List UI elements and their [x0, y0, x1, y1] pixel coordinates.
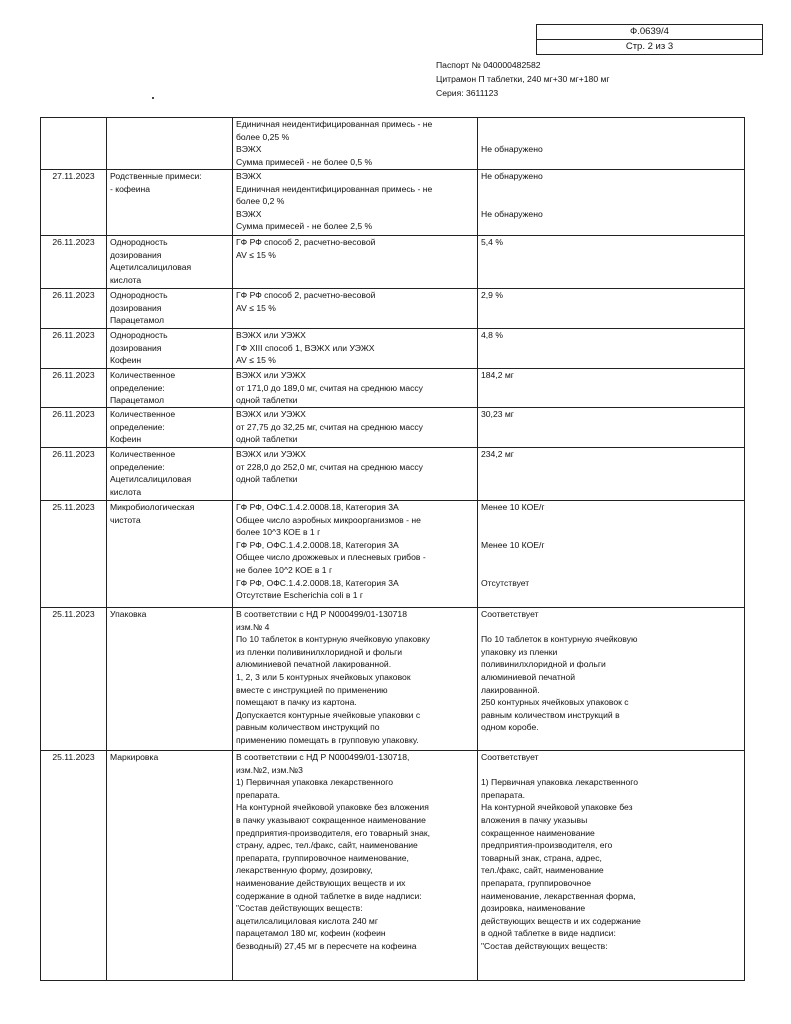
document-header [436, 58, 610, 100]
test-result-line: одном коробе. [481, 722, 539, 733]
test-date: 26.11.2023 [41, 369, 107, 408]
test-method-line: В соответствии с НД Р N000499/01-130718 [236, 609, 407, 619]
scan-speck [152, 97, 154, 99]
test-result-line: По 10 таблеток в контурную ячейковую [481, 634, 638, 645]
product-name: Цитрамон П таблетки, 240 мг+30 мг+180 мг [436, 74, 610, 84]
blank-line [481, 118, 741, 131]
test-result [478, 329, 745, 369]
test-method-line: предприятия-производителя, его товарный знак, [236, 827, 431, 838]
test-method-line: ГФ РФ, ОФС.1.4.2.0008.18, Категория 3А [236, 502, 399, 512]
test-result-line: 250 контурных ячейковых упаковок с [481, 697, 629, 708]
test-result-line: препарата, группировочное [481, 877, 592, 888]
test-result-line: Менее 10 КОЕ/г [481, 502, 545, 512]
test-result [478, 236, 745, 289]
test-method-line: изм.№2, изм.№3 [236, 764, 303, 775]
test-name-line: Ацетилсалициловая [110, 474, 192, 485]
test-method-line: более 0,2 % [236, 196, 285, 207]
form-code: Ф.0639/4 [630, 26, 669, 37]
table-row [41, 408, 745, 448]
table-row [41, 751, 745, 981]
test-name-line: чистота [110, 514, 141, 525]
test-result-line: 5,4 % [481, 237, 503, 247]
test-name-line: дозирования [110, 302, 162, 313]
test-method-line: Сумма примесей - не более 2,5 % [236, 221, 373, 232]
test-method-line: Сумма примесей - не более 0,5 % [236, 156, 373, 167]
test-result-line: 1) Первичная упаковка лекарственного [481, 777, 638, 788]
test-method-line: ВЭЖХ [236, 208, 262, 219]
blank-line [481, 195, 741, 208]
test-method [233, 118, 478, 170]
test-name-line: кислота [110, 274, 142, 285]
test-method-line: ВЭЖХ [236, 144, 262, 155]
test-date [41, 118, 107, 170]
blank-line [481, 621, 741, 634]
test-result-line: дозировка, наименование [481, 903, 586, 914]
test-method-line: ацетилсалициловая кислота 240 мг [236, 915, 378, 926]
test-name [107, 118, 233, 170]
test-result-line: "Состав действующих веществ: [481, 940, 608, 951]
test-method-line: 1, 2, 3 или 5 контурных ячейковых упаковок [236, 671, 411, 682]
test-name-line: Кофеин [110, 434, 142, 445]
test-result-line: 2,9 % [481, 290, 503, 300]
test-name-line: дозирования [110, 249, 162, 260]
test-method-line: Общее число дрожжевых и плесневых грибов - [236, 552, 426, 563]
test-date: 26.11.2023 [41, 408, 107, 448]
test-result-line: Менее 10 КОЕ/г [481, 539, 545, 550]
test-method-line: от 27,75 до 32,25 мг, считая на среднюю массу [236, 421, 423, 432]
test-date: 25.11.2023 [41, 751, 107, 981]
test-result-line: Соответствует [481, 609, 539, 619]
test-name [107, 236, 233, 289]
test-method-line: На контурной ячейковой упаковке без вложения [236, 802, 429, 813]
test-method-line: ВЭЖХ или УЭЖХ [236, 449, 306, 459]
test-name-line: Однородность [110, 237, 168, 247]
test-method-line: от 228,0 до 252,0 мг, считая на среднюю массу [236, 461, 423, 472]
test-result [478, 448, 745, 501]
test-method [233, 170, 478, 236]
test-method [233, 751, 478, 981]
test-method-line: В соответствии с НД Р N000499/01-130718, [236, 752, 410, 762]
test-result-line: препарата. [481, 789, 526, 800]
table-row [41, 118, 745, 170]
test-method [233, 501, 478, 608]
test-method-line: AV ≤ 15 % [236, 355, 276, 366]
test-result-line: 184,2 мг [481, 370, 514, 380]
test-method-line: равным количеством инструкций по [236, 722, 380, 733]
blank-line [481, 764, 741, 777]
test-method-line: страну, адрес, тел./факс, сайт, наименование [236, 840, 418, 851]
test-result-line: Не обнаружено [481, 208, 543, 219]
test-name-line: Однородность [110, 290, 168, 300]
test-result-line: 4,8 % [481, 330, 503, 340]
test-method-line: ВЭЖХ или УЭЖХ [236, 370, 306, 380]
test-method-line: ГФ РФ, ОФС.1.4.2.0008.18, Категория 3А [236, 577, 399, 588]
test-name-line: Парацетамол [110, 315, 164, 326]
test-method-line: Допускается контурные ячейковые упаковки с [236, 709, 421, 720]
test-method-line: более 10^3 КОЕ в 1 г [236, 527, 321, 538]
blank-line [481, 551, 741, 564]
test-result [478, 118, 745, 170]
test-name-line: Количественное [110, 409, 176, 419]
test-name [107, 448, 233, 501]
test-result-line: равным количеством инструкций в [481, 709, 620, 720]
test-date: 26.11.2023 [41, 236, 107, 289]
test-date: 27.11.2023 [41, 170, 107, 236]
test-method-line: одной таблетки [236, 395, 298, 406]
test-method-line: вместе с инструкцией по применению [236, 684, 388, 695]
test-name-line: Упаковка [110, 609, 147, 619]
test-result [478, 369, 745, 408]
test-method-line: препарата. [236, 789, 281, 800]
test-name-line: дозирования [110, 342, 162, 353]
test-name-line: Родственные примеси: [110, 171, 202, 181]
test-name-line: Кофеин [110, 355, 142, 366]
test-method-line: Единичная неидентифицированная примесь - не [236, 119, 433, 129]
test-name-line: определение: [110, 461, 165, 472]
test-date: 25.11.2023 [41, 501, 107, 608]
page-number: Стр. 2 из 3 [537, 39, 762, 54]
test-name [107, 501, 233, 608]
test-name [107, 170, 233, 236]
test-date: 26.11.2023 [41, 329, 107, 369]
test-date: 26.11.2023 [41, 448, 107, 501]
test-name-line: Парацетамол [110, 395, 164, 406]
test-method-line: лекарственную форму, дозировку, [236, 865, 373, 876]
test-method-line: По 10 таблеток в контурную ячейковую упаковку [236, 634, 430, 645]
test-method-line: Единичная неидентифицированная примесь - не [236, 183, 433, 194]
table-row [41, 448, 745, 501]
test-date: 25.11.2023 [41, 608, 107, 751]
table-row [41, 501, 745, 608]
test-method-line: применению помещать в групповую упаковку. [236, 734, 419, 745]
passport-number: Паспорт № 040000482582 [436, 60, 541, 70]
test-result [478, 501, 745, 608]
test-result-line: товарный знак, страна, адрес, [481, 852, 602, 863]
test-method-line: ГФ РФ, ОФС.1.4.2.0008.18, Категория 3А [236, 539, 399, 550]
test-result [478, 408, 745, 448]
test-result-line: упаковку из пленки [481, 646, 558, 657]
test-method-line: AV ≤ 15 % [236, 302, 276, 313]
test-method-line: AV ≤ 15 % [236, 249, 276, 260]
test-name-line: определение: [110, 421, 165, 432]
test-method-line: алюминиевой печатной лакированной. [236, 659, 392, 670]
blank-line [481, 526, 741, 539]
test-result-line: предприятия-производителя, его [481, 840, 613, 851]
test-method-line: ВЭЖХ или УЭЖХ [236, 330, 306, 340]
test-name-line: - кофеина [110, 183, 151, 194]
test-result-line: поливинилхлоридной и фольги [481, 659, 606, 670]
test-result-line: лакированной. [481, 684, 540, 695]
test-method-line: ГФ РФ способ 2, расчетно-весовой [236, 290, 376, 300]
test-name [107, 289, 233, 329]
test-name [107, 329, 233, 369]
test-method-line: одной таблетки [236, 434, 298, 445]
test-name [107, 369, 233, 408]
blank-line [481, 564, 741, 577]
test-method-line: 1) Первичная упаковка лекарственного [236, 777, 393, 788]
table-row [41, 170, 745, 236]
test-result-line: алюминиевой печатной [481, 671, 576, 682]
analysis-table [40, 117, 745, 981]
test-name-line: Количественное [110, 370, 176, 380]
test-method-line: ГФ XIII способ 1, ВЭЖХ или УЭЖХ [236, 342, 375, 353]
table-row [41, 236, 745, 289]
test-method-line: одной таблетки [236, 474, 298, 485]
test-result [478, 170, 745, 236]
table-row [41, 329, 745, 369]
test-method-line: "Состав действующих веществ: [236, 903, 363, 914]
test-method-line: ВЭЖХ [236, 171, 262, 181]
test-method-line: наименование действующих веществ и их [236, 877, 406, 888]
test-method [233, 289, 478, 329]
test-name-line: кислота [110, 486, 142, 497]
test-result-line: тел./факс, сайт, наименование [481, 865, 604, 876]
test-name [107, 751, 233, 981]
table-row [41, 289, 745, 329]
test-result-line: наименование, лекарственная форма, [481, 890, 636, 901]
test-result [478, 751, 745, 981]
test-method-line: изм.№ 4 [236, 621, 270, 632]
test-method-line: в пачку указывают сокращенное наименование [236, 814, 426, 825]
test-method-line: от 171,0 до 189,0 мг, считая на среднюю массу [236, 382, 423, 393]
test-method-line: Отсутствие Escherichia coli в 1 г [236, 590, 364, 601]
test-method-line: из пленки поливинилхлоридной и фольги [236, 646, 403, 657]
test-name-line: Ацетилсалициловая [110, 262, 192, 273]
test-name-line: определение: [110, 382, 165, 393]
test-name [107, 408, 233, 448]
test-method-line: более 0,25 % [236, 131, 290, 142]
test-method-line: помещают в пачку из картона. [236, 697, 357, 708]
test-method [233, 608, 478, 751]
test-date: 26.11.2023 [41, 289, 107, 329]
test-name-line: Количественное [110, 449, 176, 459]
test-result-line: в одной таблетке в виде надписи: [481, 928, 616, 939]
test-method [233, 369, 478, 408]
blank-line [481, 514, 741, 527]
blank-line [481, 131, 741, 144]
blank-line [481, 183, 741, 196]
test-name [107, 608, 233, 751]
test-result-line: 234,2 мг [481, 449, 514, 459]
test-result-line: Соответствует [481, 752, 539, 762]
test-result-line: Не обнаружено [481, 171, 543, 181]
test-method-line: не более 10^2 КОЕ в 1 г [236, 564, 333, 575]
test-method-line: ГФ РФ способ 2, расчетно-весовой [236, 237, 376, 247]
test-method [233, 448, 478, 501]
test-name-line: Маркировка [110, 752, 159, 762]
test-result-line: вложения в пачку указывы [481, 814, 588, 825]
test-result-line: 30,23 мг [481, 409, 514, 419]
test-method-line: ВЭЖХ или УЭЖХ [236, 409, 306, 419]
series-number: Серия: 3611123 [436, 88, 499, 98]
test-result-line: Не обнаружено [481, 144, 543, 155]
test-method-line: парацетамол 180 мг, кофеин (кофеин [236, 928, 386, 939]
test-result [478, 608, 745, 751]
test-method-line: безводный) 27,45 мг в пересчете на кофеина [236, 940, 417, 951]
test-result [478, 289, 745, 329]
test-name-line: Микробиологическая [110, 502, 195, 512]
test-result-line: сокращенное наименование [481, 827, 595, 838]
test-result-line: На контурной ячейковой упаковке без [481, 802, 633, 813]
test-result-line: Отсутствует [481, 577, 530, 588]
test-method-line: Общее число аэробных микроорганизмов - не [236, 514, 421, 525]
test-method-line: содержание в одной таблетке в виде надписи: [236, 890, 422, 901]
table-row [41, 369, 745, 408]
test-method-line: препарата, группировочное наименование, [236, 852, 409, 863]
test-method [233, 236, 478, 289]
table-row [41, 608, 745, 751]
test-result-line: действующих веществ и их содержание [481, 915, 641, 926]
test-method [233, 329, 478, 369]
test-method [233, 408, 478, 448]
form-code-box [536, 24, 763, 55]
test-name-line: Однородность [110, 330, 168, 340]
